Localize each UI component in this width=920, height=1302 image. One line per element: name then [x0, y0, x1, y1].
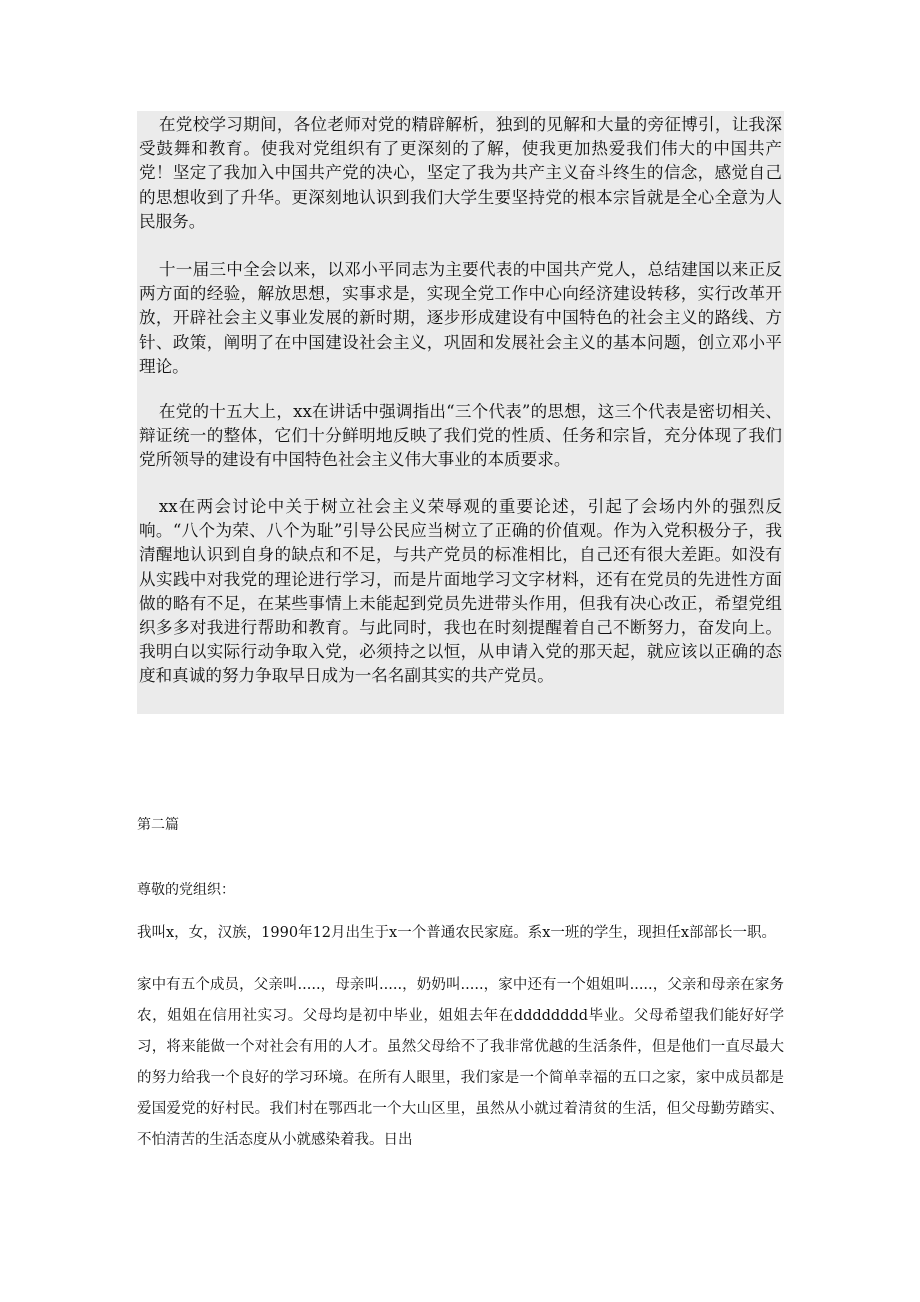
paragraph: 家中有五个成员，父亲叫.....，母亲叫.....，奶奶叫.....，家中还有一个姐姐叫.....，父亲和母亲在家务农，姐姐在信用社实习。父母均是初中毕业，姐姐去年在dddddddd毕业。父母希望我们能好好学习，将来能做一个对社会有用的人才。虽然父母给不了我非常优越的生活条件，但是他们一直尽最大的努力给我一个良好的学习环境。在所有人眼里，我们家是一个简单幸福的五口之家，家中成员都是爱国爱党的好村民。我们村在鄂西北一个大山区里，虽然从小就过着清贫的生活，但父母勤劳踏实、不怕清苦的生活态度从小就感染着我。日出 [137, 977, 784, 1148]
paragraph: 在党校学习期间，各位老师对党的精辟解析，独到的见解和大量的旁征博引，让我深受鼓舞和教育。使我对党组织有了更深刻的了解，使我更加热爱我们伟大的中国共产党！坚定了我加入中国共产党的决心，坚定了我为共产主义奋斗终生的信念，感觉自己的思想收到了升华。更深刻地认识到我们大学生要坚持党的根本宗旨就是全心全意为人民服务。 [139, 115, 782, 231]
paragraph: 十一届三中全会以来，以邓小平同志为主要代表的中国共产党人，总结建国以来正反两方面的经验，解放思想，实事求是，实现全党工作中心向经济建设转移，实行改革开放，开辟社会主义事业发展的新时期，逐步形成建设有中国特色的社会主义的路线、方针、政策，阐明了在中国建设社会主义，巩固和发展社会主义的基本问题，创立邓小平理论。 [139, 260, 782, 376]
shaded-text-block [137, 111, 784, 714]
paragraph: xx在两会讨论中关于树立社会主义荣辱观的重要论述，引起了会场内外的强烈反响。“八个为荣、八个为耻”引导公民应当树立了正确的价值观。作为入党积极分子，我清醒地认识到自身的缺点和不足，与共产党员的标准相比，自己还有很大差距。如没有从实践中对我党的理论进行学习，而是片面地学习文字材料，还有在党员的先进性方面做的略有不足，在某些事情上未能起到党员先进带头作用，但我有决心改正，希望党组织多多对我进行帮助和教育。与此同时，我也在时刻提醒着自己不断努力，奋发向上。我明白以实际行动争取入党，必须持之以恒，从申请入党的那天起，就应该以正确的态度和真诚的努力争取早日成为一名名副其实的共产党员。 [139, 497, 782, 686]
section-title: 第二篇 [137, 817, 179, 833]
paragraph: 我叫x，女，汉族，1990年12月出生于x一个普通农民家庭。系x一班的学生，现担任x部部长一职。 [137, 925, 777, 941]
salutation: 尊敬的党组织： [137, 882, 235, 898]
paragraph: 在党的十五大上，xx在讲话中强调指出“三个代表”的思想，这三个代表是密切相关、辩证统一的整体，它们十分鲜明地反映了我们党的性质、任务和宗旨，充分体现了我们党所领导的建设有中国特色社会主义伟大事业的本质要求。 [139, 402, 782, 470]
